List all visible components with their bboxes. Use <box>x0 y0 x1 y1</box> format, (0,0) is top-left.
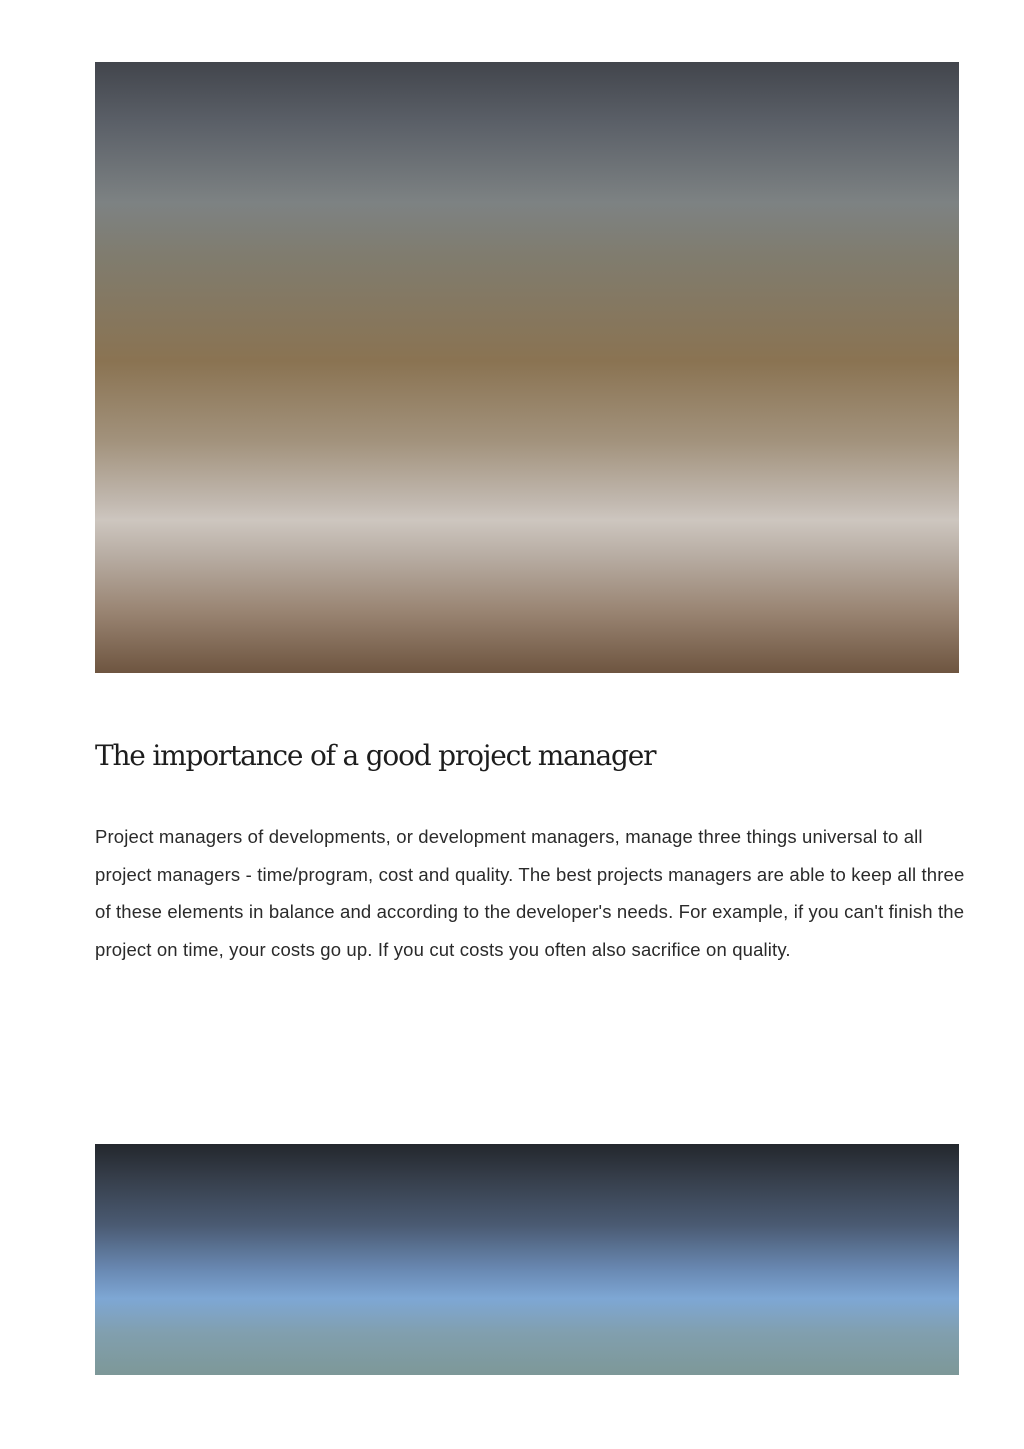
hero-image <box>95 62 959 673</box>
secondary-image <box>95 1144 959 1375</box>
article-body: Project managers of developments, or development managers, manage three things universal to all project managers - time/program, cost and quality. The best projects managers are able to keep all three of these elements in balance and according to the developer's needs. For example, if you can't finish the project on time, your costs go up. If you cut costs you often also sacrifice on quality. <box>95 826 965 960</box>
article-title: The importance of a good project manager <box>95 739 656 772</box>
